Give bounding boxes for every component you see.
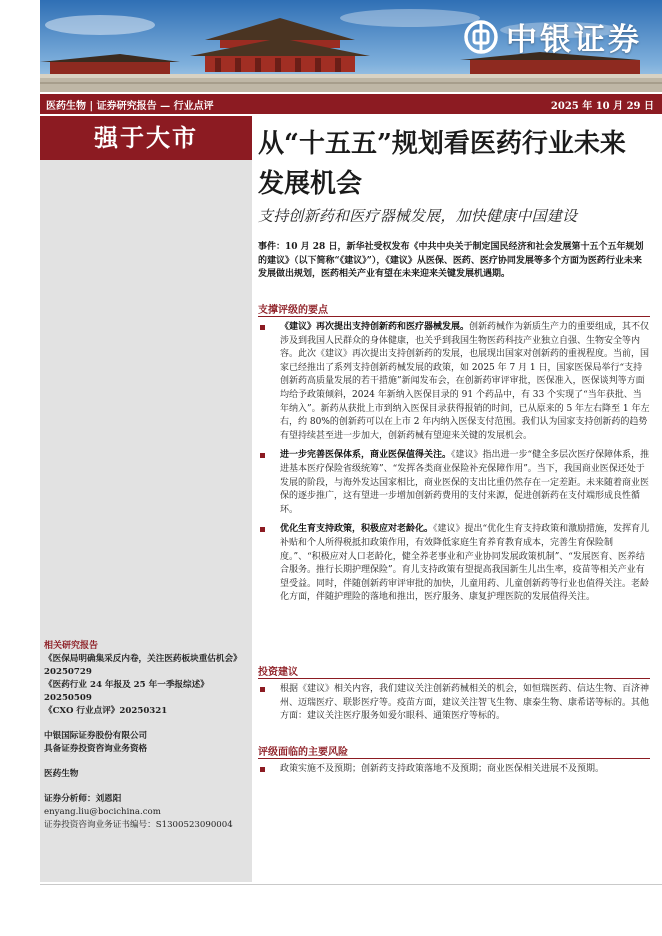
company-logo-text: 中银证券: [506, 22, 642, 58]
sector-name: 医药生物: [44, 769, 79, 779]
key-point-item: [258, 449, 650, 517]
section-divider: [258, 316, 650, 317]
rating-badge: 强于大市: [40, 116, 252, 160]
report-header-strip: [40, 94, 662, 114]
header-banner: [40, 0, 662, 92]
key-point-body: 《建议》指出进一步“健全多层次医疗保障体系，推进基本医疗保险省级统筹”、“发挥各类商业保险补充保障作用”。当下，我国商业医保还处于发展的阶段，与海外发达国家相比，商业医保的支出比重仍然存在一定差距。未来随着商业医保的逐步推广，这有望进一步增加创新药费用的支付来源，促进创新药在支付端形成良性循环。: [280, 450, 650, 515]
key-point-body: 创新药械作为新质生产力的重要组成，其不仅涉及到我国人民群众的身体健康，也关乎到我国生物医药科技产业独立自强、生物安全等内容。此次《建议》再次提出支持创新药的发展，也展现出国家对创新药的重视程度。当前，国家已经推出了系列支持创新药械发展的政策，如 2025 年 7 月 1 日，国家医保局举行“支持创新药高质量发展的若干措施”新闻发布会，在创新药审评审批，医保准入，医保谈判等方面均给予政策倾斜，2024 年新纳入医保目录的 91 个药品中，有 33 个实现了“当年获批、当年纳入”。新药从获批上市到纳入医保目录获得报销的时间，已从原来的 5 年左右降至 1 年左右，约 80%的创新药可以在上市 2 年内纳入医保支付范围。我们认为国家支持创新药的趋势有望持续甚至进一步加大，创新药械有望迎来关键的发展机会。: [280, 322, 650, 441]
key-points-heading: 支撑评级的要点: [258, 305, 328, 316]
risk-item: [258, 763, 650, 777]
company-name: 中银国际证券股份有限公司: [44, 731, 148, 741]
related-report[interactable]: 《医保局明确集采反内卷，关注医药板块重估机会》20250729: [44, 654, 242, 677]
investment-list: [258, 683, 650, 724]
bullet-square-icon: [260, 453, 265, 458]
report-date: 2025 年 10 月 29 日: [550, 101, 654, 112]
risks-heading: 评级面临的主要风险: [258, 747, 348, 758]
key-points-list: [258, 321, 650, 605]
report-category: 医药生物 | 证券研究报告 — 行业点评: [46, 101, 214, 112]
key-point-body: 《建议》提出“优化生育支持政策和激励措施，发挥育儿补贴和个人所得税抵扣政策作用，有效降低家庭生育养育教育成本，完善生育保险制度。”、“积极应对人口老龄化，健全养老事业和产业协同发展政策机制”、“发展医育、医养结合服务。推行长期护理保险”。育儿支持政策有望提高我国新生儿出生率，疫苗等相关产业有望受益。同时，伴随创新药审评审批的加快，儿童用药、儿童创新药等行业也值得关注。老龄化方面，伴随护理险的落地和推出，医疗服务、康复护理医院的发展值得关注。: [280, 524, 650, 603]
investment-body: 根据《建议》相关内容，我们建议关注创新药械相关的机会，如恒瑞医药、信达生物、百济神州、迈瑞医疗、联影医疗等。疫苗方面，建议关注智飞生物、康泰生物、康希诺等标的。其他方面：建议关注医疗服务如爱尔眼科、通策医疗等标的。: [280, 684, 650, 722]
key-point-lead: 优化生育支持政策，积极应对老龄化。: [280, 524, 434, 535]
key-point-lead: 《建议》再次提出支持创新药和医疗器械发展。: [280, 322, 470, 332]
report-subtitle: 支持创新药和医疗器械发展，加快健康中国建设: [258, 207, 578, 225]
bullet-square-icon: [260, 767, 265, 772]
report-title: 从“十五五”规划看医药行业未来发展机会: [258, 129, 626, 199]
risks-list: [258, 763, 650, 777]
left-sidebar: [40, 116, 252, 882]
key-point-item: [258, 523, 650, 605]
event-summary: 事件：10 月 28 日，新华社受权发布《中共中央关于制定国民经济和社会发展第十五个五年规划的建议》（以下简称“《建议》”），《建议》从医保、医药、医疗协同发展等多个方面为医药行业未来发展做出规划，医药相关产业有望在未来迎来关键发展机遇期。: [258, 242, 644, 279]
bank-of-china-logo-icon: [464, 20, 498, 54]
company-logo: [464, 14, 642, 59]
footer-divider: [40, 884, 662, 885]
key-point-lead: 进一步完善医保体系，商业医保值得关注。: [280, 450, 452, 461]
bullet-square-icon: [260, 527, 265, 532]
analyst-name: 证券分析师：刘恩阳: [44, 794, 122, 804]
related-reports-title: 相关研究报告: [44, 641, 99, 651]
investment-heading: 投资建议: [258, 667, 298, 678]
investment-item: [258, 683, 650, 724]
section-divider: [258, 758, 650, 759]
bullet-square-icon: [260, 325, 265, 330]
related-report[interactable]: 《医药行业 24 年报及 25 年一季报综述》20250509: [44, 680, 209, 703]
sidebar-info: [44, 640, 250, 832]
analyst-email[interactable]: enyang.liu@bocichina.com: [44, 807, 161, 817]
key-point-item: [258, 321, 650, 443]
section-divider: [258, 678, 650, 679]
related-report[interactable]: 《CXO 行业点评》20250321: [44, 706, 168, 716]
risk-body: 政策实施不及预期；创新药支持政策落地不及预期；商业医保相关进展不及预期。: [280, 764, 605, 774]
analyst-license: 证券投资咨询业务证书编号：S1300523090004: [44, 820, 233, 830]
bullet-square-icon: [260, 687, 265, 692]
company-qualification: 具备证券投资咨询业务资格: [44, 744, 148, 754]
